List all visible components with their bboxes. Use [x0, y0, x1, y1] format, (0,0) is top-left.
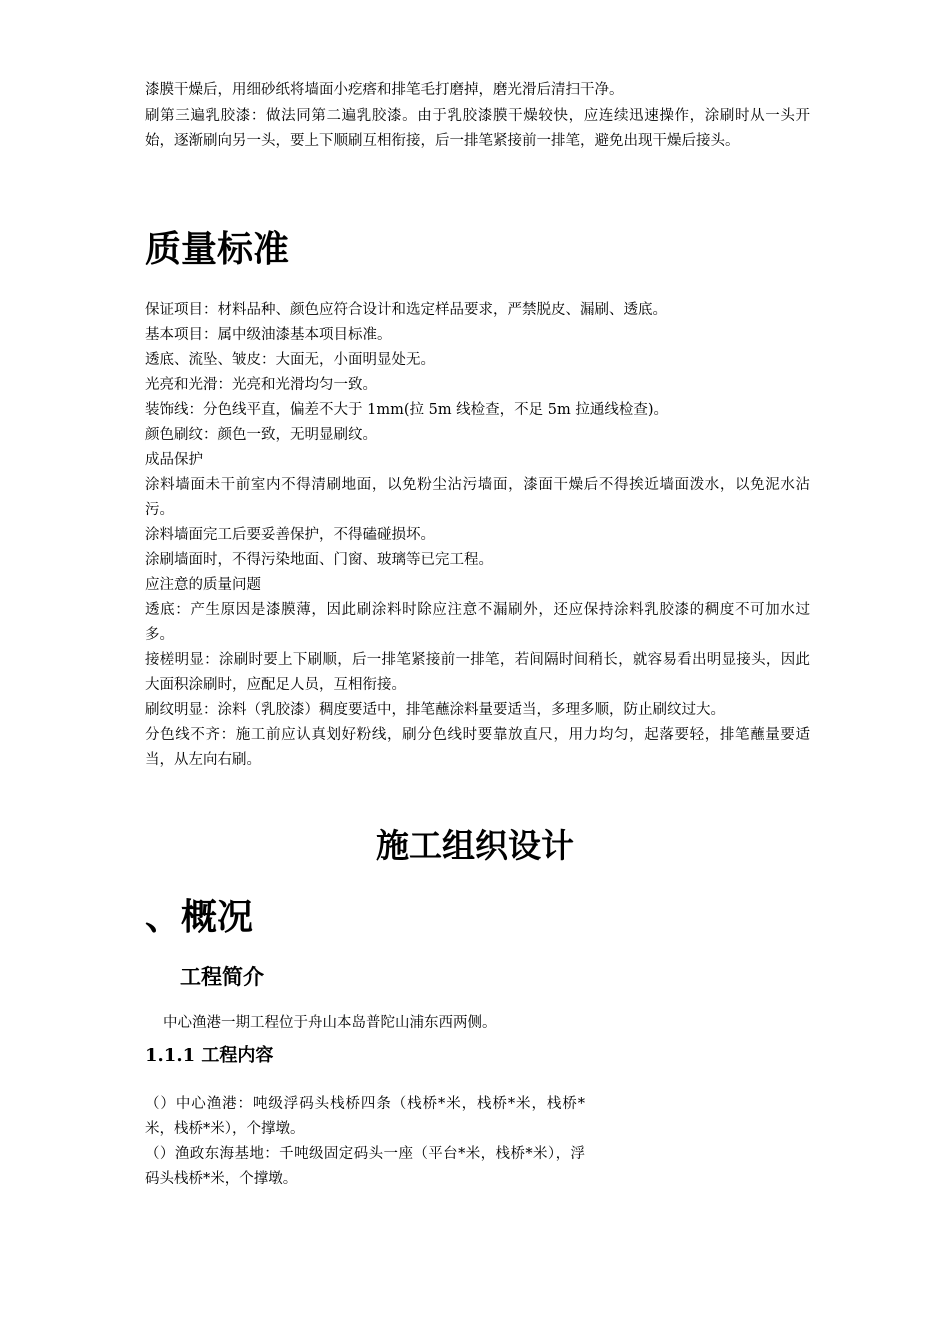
quality-line-gloss: 光亮和光滑：光亮和光滑均匀一致。	[145, 377, 377, 393]
product-protection-heading: 成品保护	[145, 452, 203, 468]
intro-paragraph-2: 刷第三遍乳胶漆：做法同第二遍乳胶漆。由于乳胶漆膜干燥较快，应连续迅速操作，涂刷时从一头开始，逐渐刷向另一头，要上下顺刷互相衔接，后一排笔紧接前一排笔，避免出现干燥后接头。	[145, 108, 810, 149]
issue-line-showthrough: 透底：产生原因是漆膜薄，因此刷涂料时除应注意不漏刷外，还应保持涂料乳胶漆的稠度不可加水过多。	[145, 602, 810, 643]
project-intro-heading: 工程简介	[180, 965, 264, 989]
issue-line-joints: 接槎明显：涂刷时要上下刷顺，后一排笔紧接前一排笔，若间隔时间稍长，就容易看出明显接头，因此大面积涂刷时，应配足人员，互相衔接。	[145, 652, 810, 693]
protection-line-3: 涂刷墙面时，不得污染地面、门窗、玻璃等已完工程。	[145, 552, 493, 568]
issue-line-color-line: 分色线不齐：施工前应认真划好粉线，刷分色线时要靠放直尺，用力均匀，起落要轻，排笔蘸量要适当，从左向右刷。	[145, 727, 810, 768]
protection-line-1: 涂料墙面未干前室内不得清刷地面，以免粉尘沾污墙面，漆面干燥后不得挨近墙面泼水，以免泥水沾污。	[145, 477, 810, 518]
quality-issues-heading: 应注意的质量问题	[145, 577, 261, 593]
quality-line-decorative: 装饰线：分色线平直，偏差不大于 1mm(拉 5m 线检查，不足 5m 拉通线检查)。	[145, 402, 669, 418]
overview-heading: 、概况	[145, 897, 254, 938]
intro-paragraph-1: 漆膜干燥后，用细砂纸将墙面小疙瘩和排笔毛打磨掉，磨光滑后清扫干净。	[145, 82, 624, 98]
project-item-2: （）渔政东海基地：千吨级固定码头一座（平台*米，栈桥*米），浮码头栈桥*米，个撑墩。	[145, 1146, 585, 1187]
quality-standard-heading: 质量标准	[145, 229, 290, 270]
project-intro-text: 中心渔港一期工程位于舟山本岛普陀山浦东西两侧。	[163, 1015, 497, 1031]
quality-line-sagging: 透底、流坠、皱皮：大面无，小面明显处无。	[145, 352, 435, 368]
quality-line-basic: 基本项目：属中级油漆基本项目标准。	[145, 327, 392, 343]
protection-line-2: 涂料墙面完工后要妥善保护，不得磕碰损坏。	[145, 527, 435, 543]
project-item-1: （）中心渔港：吨级浮码头栈桥四条（栈桥*米，栈桥*米，栈桥*米，栈桥*米），个撑墩。	[145, 1096, 585, 1137]
issue-line-brush-marks: 刷纹明显：涂料（乳胶漆）稠度要适中，排笔蘸涂料量要适当，多理多顺，防止刷纹过大。	[145, 702, 725, 718]
construction-design-title: 施工组织设计	[376, 826, 574, 865]
quality-line-brush-marks: 颜色刷纹：颜色一致，无明显刷纹。	[145, 427, 377, 443]
project-content-heading: 1.1.1 工程内容	[145, 1045, 274, 1066]
quality-line-guarantee: 保证项目：材料品种、颜色应符合设计和选定样品要求，严禁脱皮、漏刷、透底。	[145, 302, 667, 318]
